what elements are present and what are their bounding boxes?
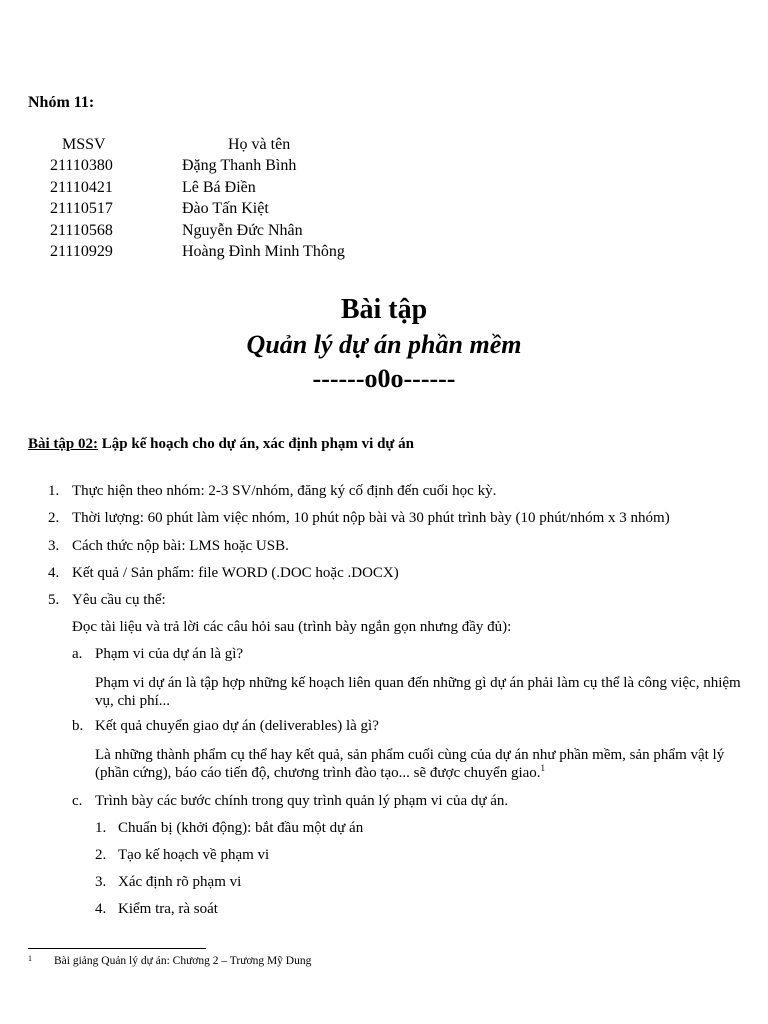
step-text: Xác định rõ phạm vi bbox=[118, 874, 242, 890]
step-number: 1. bbox=[95, 820, 107, 836]
exercise-label: Bài tập 02: bbox=[28, 436, 99, 452]
footnote-reference: 1 bbox=[540, 763, 546, 773]
answer-text: Phạm vi dự án là tập hợp những kế hoạch liên quan đến những gì dự án phải làm cụ thể là công việc, nhiệm vụ, chi phí... bbox=[95, 675, 741, 709]
step-number: 3. bbox=[95, 874, 107, 890]
step-text: Tạo kế hoạch về phạm vi bbox=[118, 847, 270, 863]
list-item-text: Cách thức nộp bài: LMS hoặc USB. bbox=[72, 538, 289, 554]
step-text: Kiểm tra, rà soát bbox=[118, 901, 218, 917]
list-item-text: Thời lượng: 60 phút làm việc nhóm, 10 phút nộp bài và 30 phút trình bày (10 phút/nhóm x 3 nhóm) bbox=[72, 510, 670, 526]
title-ornament: ------o0o------ bbox=[312, 364, 456, 393]
question-text: Trình bày các bước chính trong quy trình quản lý phạm vi của dự án. bbox=[95, 793, 509, 809]
step-number: 4. bbox=[95, 901, 107, 917]
question-text: Kết quả chuyển giao dự án (deliverables) là gì? bbox=[95, 718, 379, 734]
answer-text bbox=[95, 746, 750, 782]
student-id: 21110568 bbox=[50, 222, 113, 239]
student-name: Đặng Thanh Bình bbox=[182, 157, 297, 174]
question-text: Phạm vi của dự án là gì? bbox=[95, 646, 244, 662]
footnote-marker: 1 bbox=[28, 954, 32, 963]
list-item-number: 5. bbox=[48, 592, 60, 608]
member-row bbox=[0, 179, 768, 200]
student-name-header: Họ và tên bbox=[228, 136, 291, 153]
step-text: Chuẩn bị (khởi động): bắt đầu một dự án bbox=[118, 820, 364, 836]
student-name: Hoàng Đình Minh Thông bbox=[182, 243, 345, 260]
student-id: 21110929 bbox=[50, 243, 113, 260]
student-id: 21110421 bbox=[50, 179, 113, 196]
list-item-number: 3. bbox=[48, 538, 60, 554]
document-title: Bài tập bbox=[340, 294, 428, 325]
question-letter: a. bbox=[72, 646, 83, 662]
student-name: Đào Tấn Kiệt bbox=[182, 200, 269, 217]
member-row bbox=[0, 200, 768, 221]
footnote-divider bbox=[28, 948, 206, 949]
list-item-text: Thực hiện theo nhóm: 2-3 SV/nhóm, đăng ký cố định đến cuối học kỳ. bbox=[72, 483, 497, 499]
student-name: Lê Bá Điền bbox=[182, 179, 256, 196]
list-item-number: 4. bbox=[48, 565, 60, 581]
group-title: Nhóm 11: bbox=[28, 94, 95, 111]
exercise-title: Lập kế hoạch cho dự án, xác định phạm vi dự án bbox=[98, 436, 415, 452]
student-name: Nguyễn Đức Nhân bbox=[182, 222, 303, 239]
question-letter: b. bbox=[72, 718, 84, 734]
member-row bbox=[0, 157, 768, 178]
requirement-intro: Đọc tài liệu và trả lời các câu hỏi sau (trình bày ngắn gọn nhưng đầy đủ): bbox=[72, 619, 512, 635]
step-number: 2. bbox=[95, 847, 107, 863]
student-id-header: MSSV bbox=[62, 136, 106, 153]
exercise-heading bbox=[28, 436, 414, 453]
list-item-number: 2. bbox=[48, 510, 60, 526]
answer-body: Là những thành phẩm cụ thể hay kết quả, sản phẩm cuối cùng của dự án như phần mềm, sản phẩm vật lý (phần cứng), báo cáo tiến độ, chương trình đào tạo... sẽ được chuyển giao. bbox=[95, 747, 725, 781]
document-subtitle: Quản lý dự án phần mềm bbox=[246, 330, 522, 359]
footnote-text: Bài giảng Quản lý dự án: Chương 2 – Trương Mỹ Dung bbox=[54, 955, 312, 967]
list-item-text: Yêu cầu cụ thể: bbox=[72, 592, 166, 608]
student-id: 21110380 bbox=[50, 157, 113, 174]
member-row bbox=[0, 222, 768, 243]
question-letter: c. bbox=[72, 793, 83, 809]
student-id: 21110517 bbox=[50, 200, 113, 217]
member-row bbox=[0, 243, 768, 264]
list-item-number: 1. bbox=[48, 483, 60, 499]
list-item-text: Kết quả / Sản phẩm: file WORD (.DOC hoặc .DOCX) bbox=[72, 565, 399, 581]
